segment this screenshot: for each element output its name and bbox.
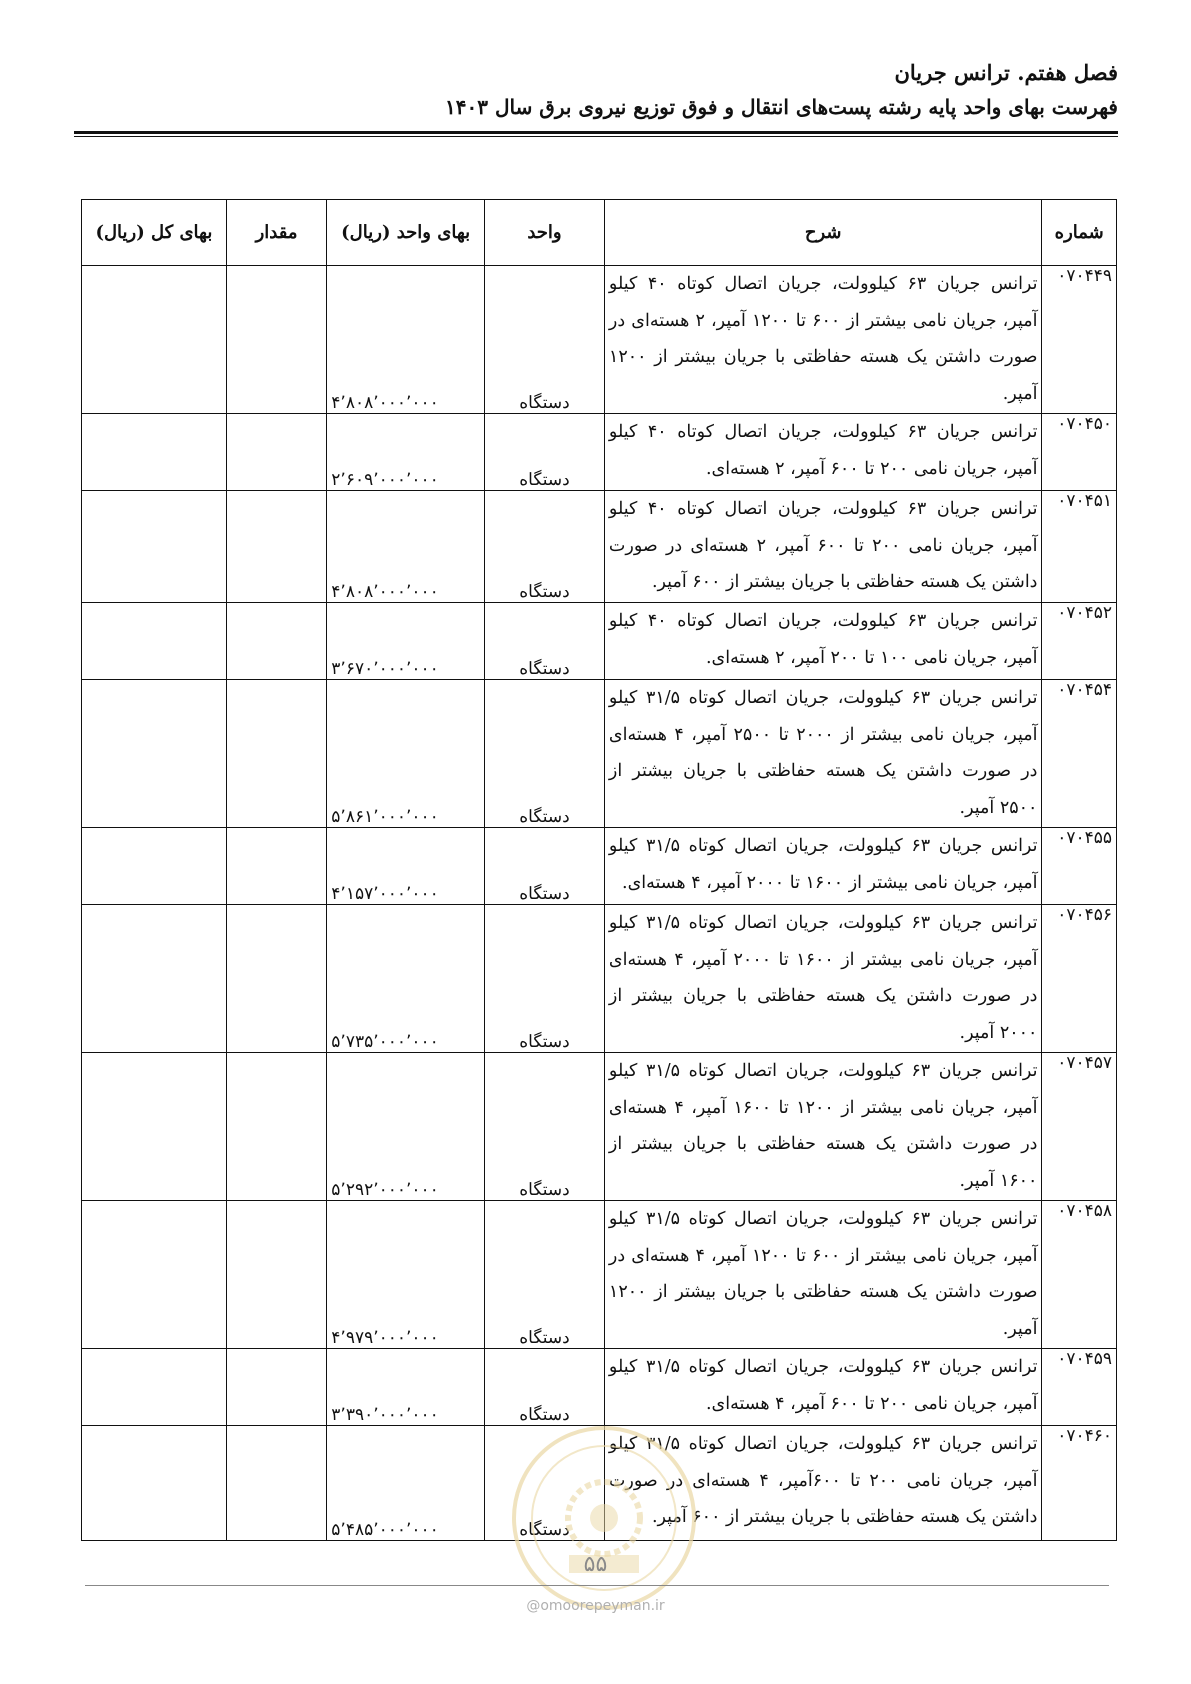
item-description: ترانس جریان ۶۳ کیلوولت، جریان اتصال کوتاه ۳۱/۵ کیلو آمپر، جریان نامی ۲۰۰ تا ۶۰۰آمپر، ۴ هسته‌ای در صورت داشتن یک هسته حفاظتی با جریان بیشتر از ۶۰۰ آمپر.	[604, 1426, 1042, 1541]
header-total-price: بهای کل (ریال)	[82, 200, 227, 266]
table-row	[82, 491, 1117, 603]
item-quantity	[226, 266, 326, 414]
item-number: ۰۷۰۴۵۰	[1042, 414, 1117, 491]
item-unit-price: ۴٬۱۵۷٬۰۰۰٬۰۰۰	[327, 828, 485, 905]
table-header-row	[82, 200, 1117, 266]
table-row	[82, 603, 1117, 680]
item-description: ترانس جریان ۶۳ کیلوولت، جریان اتصال کوتاه ۳۱/۵ کیلو آمپر، جریان نامی بیشتر از ۲۰۰۰ تا ۲۵۰۰ آمپر، ۴ هسته‌ای در صورت داشتن یک هسته حفاظتی با جریان بیشتر از ۲۵۰۰ آمپر.	[604, 680, 1042, 828]
item-total-price	[82, 1201, 227, 1349]
item-quantity	[226, 414, 326, 491]
item-unit-price: ۴٬۸۰۸٬۰۰۰٬۰۰۰	[327, 491, 485, 603]
item-unit-price: ۵٬۲۹۲٬۰۰۰٬۰۰۰	[327, 1053, 485, 1201]
item-unit-price: ۵٬۴۸۵٬۰۰۰٬۰۰۰	[327, 1426, 485, 1541]
table-row	[82, 1053, 1117, 1201]
item-description: ترانس جریان ۶۳ کیلوولت، جریان اتصال کوتاه ۴۰ کیلو آمپر، جریان نامی ۱۰۰ تا ۲۰۰ آمپر، ۲ هسته‌ای.	[604, 603, 1042, 680]
item-description: ترانس جریان ۶۳ کیلوولت، جریان اتصال کوتاه ۳۱/۵ کیلو آمپر، جریان نامی بیشتر از ۱۲۰۰ تا ۱۶۰۰ آمپر، ۴ هسته‌ای در صورت داشتن یک هسته حفاظتی با جریان بیشتر از ۱۶۰۰ آمپر.	[604, 1053, 1042, 1201]
item-unit-price: ۴٬۸۰۸٬۰۰۰٬۰۰۰	[327, 266, 485, 414]
item-unit: دستگاه	[485, 680, 605, 828]
header-number: شماره	[1042, 200, 1117, 266]
item-unit: دستگاه	[485, 828, 605, 905]
item-description: ترانس جریان ۶۳ کیلوولت، جریان اتصال کوتاه ۴۰ کیلو آمپر، جریان نامی بیشتر از ۶۰۰ تا ۱۲۰۰ آمپر، ۲ هسته‌ای در صورت داشتن یک هسته حفاظتی با جریان بیشتر از ۱۲۰۰ آمپر.	[604, 266, 1042, 414]
item-unit: دستگاه	[485, 1426, 605, 1541]
item-unit: دستگاه	[485, 603, 605, 680]
item-total-price	[82, 603, 227, 680]
document-subtitle: فهرست بهای واحد پایه رشته پست‌های انتقال و فوق توزیع نیروی برق سال ۱۴۰۳	[445, 95, 1118, 119]
item-total-price	[82, 1349, 227, 1426]
page-header	[74, 56, 1118, 124]
item-total-price	[82, 266, 227, 414]
item-description: ترانس جریان ۶۳ کیلوولت، جریان اتصال کوتاه ۳۱/۵ کیلو آمپر، جریان نامی ۲۰۰ تا ۶۰۰ آمپر، ۴ هسته‌ای.	[604, 1349, 1042, 1426]
table-row	[82, 828, 1117, 905]
item-number: ۰۷۰۴۵۲	[1042, 603, 1117, 680]
item-quantity	[226, 828, 326, 905]
item-unit-price: ۵٬۷۳۵٬۰۰۰٬۰۰۰	[327, 905, 485, 1053]
item-number: ۰۷۰۴۶۰	[1042, 1426, 1117, 1541]
item-quantity	[226, 1201, 326, 1349]
item-unit-price: ۵٬۸۶۱٬۰۰۰٬۰۰۰	[327, 680, 485, 828]
table-row	[82, 905, 1117, 1053]
item-quantity	[226, 1053, 326, 1201]
item-unit: دستگاه	[485, 1201, 605, 1349]
item-number: ۰۷۰۴۵۷	[1042, 1053, 1117, 1201]
item-quantity	[226, 905, 326, 1053]
item-description: ترانس جریان ۶۳ کیلوولت، جریان اتصال کوتاه ۴۰ کیلو آمپر، جریان نامی ۲۰۰ تا ۶۰۰ آمپر، ۲ هسته‌ای در صورت داشتن یک هسته حفاظتی با جریان بیشتر از ۶۰۰ آمپر.	[604, 491, 1042, 603]
item-quantity	[226, 1426, 326, 1541]
item-unit: دستگاه	[485, 905, 605, 1053]
item-description: ترانس جریان ۶۳ کیلوولت، جریان اتصال کوتاه ۳۱/۵ کیلو آمپر، جریان نامی بیشتر از ۱۶۰۰ تا ۲۰۰۰ آمپر، ۴ هسته‌ای.	[604, 828, 1042, 905]
item-description: ترانس جریان ۶۳ کیلوولت، جریان اتصال کوتاه ۳۱/۵ کیلو آمپر، جریان نامی بیشتر از ۶۰۰ تا ۱۲۰۰ آمپر، ۴ هسته‌ای در صورت داشتن یک هسته حفاظتی با جریان بیشتر از ۱۲۰۰ آمپر.	[604, 1201, 1042, 1349]
table-row	[82, 1349, 1117, 1426]
item-number: ۰۷۰۴۵۴	[1042, 680, 1117, 828]
header-description: شرح	[604, 200, 1042, 266]
item-unit: دستگاه	[485, 266, 605, 414]
site-watermark: @omoorepeyman.ir	[526, 1598, 665, 1614]
item-total-price	[82, 1053, 227, 1201]
item-unit-price: ۳٬۳۹۰٬۰۰۰٬۰۰۰	[327, 1349, 485, 1426]
item-description: ترانس جریان ۶۳ کیلوولت، جریان اتصال کوتاه ۳۱/۵ کیلو آمپر، جریان نامی بیشتر از ۱۶۰۰ تا ۲۰۰۰ آمپر، ۴ هسته‌ای در صورت داشتن یک هسته حفاظتی با جریان بیشتر از ۲۰۰۰ آمپر.	[604, 905, 1042, 1053]
header-quantity: مقدار	[226, 200, 326, 266]
table-row	[82, 1201, 1117, 1349]
table-row	[82, 266, 1117, 414]
item-number: ۰۷۰۴۵۶	[1042, 905, 1117, 1053]
item-unit-price: ۲٬۶۰۹٬۰۰۰٬۰۰۰	[327, 414, 485, 491]
item-total-price	[82, 414, 227, 491]
item-description: ترانس جریان ۶۳ کیلوولت، جریان اتصال کوتاه ۴۰ کیلو آمپر، جریان نامی ۲۰۰ تا ۶۰۰ آمپر، ۲ هسته‌ای.	[604, 414, 1042, 491]
item-unit-price: ۳٬۶۷۰٬۰۰۰٬۰۰۰	[327, 603, 485, 680]
item-quantity	[226, 680, 326, 828]
footer-rule	[85, 1585, 1109, 1586]
item-number: ۰۷۰۴۵۹	[1042, 1349, 1117, 1426]
item-total-price	[82, 491, 227, 603]
item-unit: دستگاه	[485, 1349, 605, 1426]
item-number: ۰۷۰۴۴۹	[1042, 266, 1117, 414]
item-unit: دستگاه	[485, 414, 605, 491]
item-unit-price: ۴٬۹۷۹٬۰۰۰٬۰۰۰	[327, 1201, 485, 1349]
item-total-price	[82, 680, 227, 828]
header-unit: واحد	[485, 200, 605, 266]
page-number: ۵۵	[583, 1552, 608, 1577]
table-row	[82, 680, 1117, 828]
item-quantity	[226, 603, 326, 680]
item-number: ۰۷۰۴۵۵	[1042, 828, 1117, 905]
header-rule-thick	[74, 131, 1118, 134]
item-total-price	[82, 828, 227, 905]
item-total-price	[82, 1426, 227, 1541]
item-unit: دستگاه	[485, 491, 605, 603]
item-unit: دستگاه	[485, 1053, 605, 1201]
item-quantity	[226, 491, 326, 603]
item-quantity	[226, 1349, 326, 1426]
header-rule-thin	[74, 136, 1118, 137]
price-table	[81, 199, 1117, 1541]
header-unit-price: بهای واحد (ریال)	[327, 200, 485, 266]
chapter-title: فصل هفتم. ترانس جریان	[894, 60, 1118, 85]
table-row	[82, 414, 1117, 491]
item-number: ۰۷۰۴۵۱	[1042, 491, 1117, 603]
item-number: ۰۷۰۴۵۸	[1042, 1201, 1117, 1349]
item-total-price	[82, 905, 227, 1053]
